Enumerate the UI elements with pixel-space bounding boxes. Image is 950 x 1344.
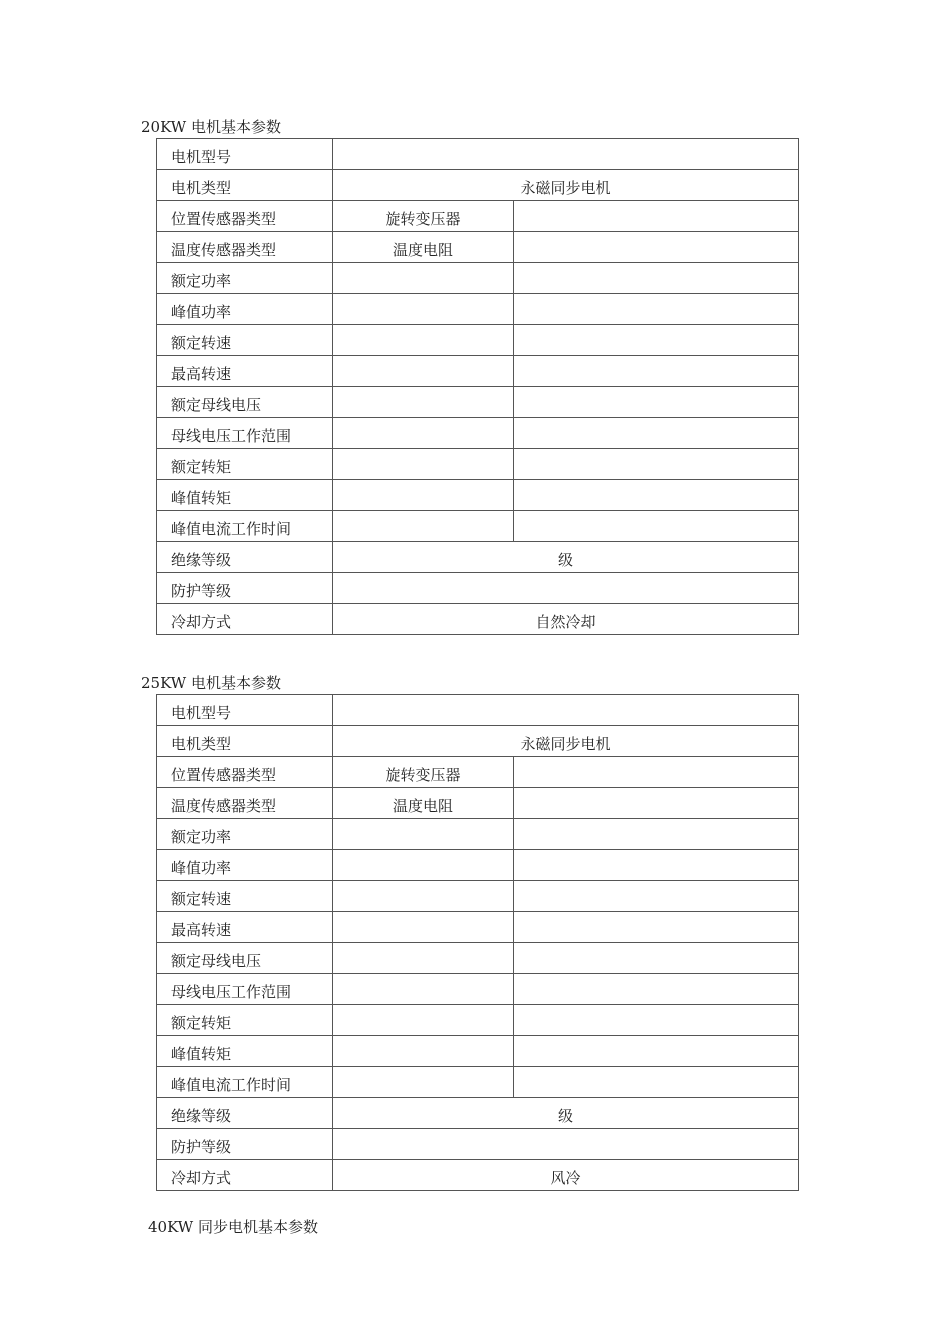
row-label: 母线电压工作范围	[157, 418, 333, 449]
row-label: 温度传感器类型	[157, 788, 333, 819]
row-label: 最高转速	[157, 356, 333, 387]
table-row	[157, 943, 799, 974]
row-value-2	[514, 263, 799, 294]
row-label: 峰值功率	[157, 850, 333, 881]
table-row	[157, 139, 799, 170]
row-value-2	[514, 1005, 799, 1036]
table-row	[157, 1160, 799, 1191]
table-row	[157, 1005, 799, 1036]
table-row	[157, 294, 799, 325]
table-row	[157, 263, 799, 294]
spec-table-20kw	[156, 138, 799, 635]
row-label: 冷却方式	[157, 1160, 333, 1191]
row-value-1	[333, 418, 514, 449]
row-value	[333, 139, 799, 170]
row-value-1	[333, 511, 514, 542]
section-title-25kw: 25KW 电机基本参数	[141, 674, 281, 692]
row-label: 额定转速	[157, 325, 333, 356]
section-title-40kw: 40KW 同步电机基本参数	[148, 1218, 318, 1236]
row-label: 峰值电流工作时间	[157, 1067, 333, 1098]
table-row	[157, 726, 799, 757]
row-value: 永磁同步电机	[333, 726, 799, 757]
row-value-2	[514, 480, 799, 511]
row-value-1	[333, 943, 514, 974]
row-label: 冷却方式	[157, 604, 333, 635]
row-label: 额定转速	[157, 881, 333, 912]
table-row	[157, 819, 799, 850]
row-value-1: 温度电阻	[333, 232, 514, 263]
table-row	[157, 356, 799, 387]
row-value-2	[514, 201, 799, 232]
row-label: 电机型号	[157, 139, 333, 170]
table-row	[157, 387, 799, 418]
row-label: 峰值转矩	[157, 480, 333, 511]
table-row	[157, 912, 799, 943]
row-value: 级	[333, 1098, 799, 1129]
table-row	[157, 325, 799, 356]
row-label: 最高转速	[157, 912, 333, 943]
row-value-1	[333, 819, 514, 850]
row-label: 峰值转矩	[157, 1036, 333, 1067]
row-value-2	[514, 232, 799, 263]
table-row	[157, 480, 799, 511]
spec-table-25kw	[156, 694, 799, 1191]
row-value-1	[333, 1036, 514, 1067]
row-value-2	[514, 757, 799, 788]
row-value-2	[514, 819, 799, 850]
row-value-1	[333, 912, 514, 943]
table-row	[157, 232, 799, 263]
table-row	[157, 1098, 799, 1129]
row-value-1	[333, 1005, 514, 1036]
row-label: 绝缘等级	[157, 1098, 333, 1129]
row-value-1	[333, 480, 514, 511]
row-value: 自然冷却	[333, 604, 799, 635]
row-label: 额定功率	[157, 263, 333, 294]
row-value-1	[333, 294, 514, 325]
row-value-2	[514, 511, 799, 542]
table-row	[157, 1067, 799, 1098]
table-row	[157, 1036, 799, 1067]
table-row	[157, 757, 799, 788]
table-row	[157, 695, 799, 726]
table-row	[157, 850, 799, 881]
table-row	[157, 449, 799, 480]
row-value-2	[514, 788, 799, 819]
row-value-1	[333, 881, 514, 912]
row-label: 温度传感器类型	[157, 232, 333, 263]
row-value-1	[333, 850, 514, 881]
table-row	[157, 511, 799, 542]
row-value-1: 旋转变压器	[333, 201, 514, 232]
row-value-2	[514, 294, 799, 325]
row-value-2	[514, 850, 799, 881]
row-label: 峰值功率	[157, 294, 333, 325]
row-value-2	[514, 1067, 799, 1098]
row-value: 永磁同步电机	[333, 170, 799, 201]
row-label: 额定转矩	[157, 1005, 333, 1036]
row-label: 额定母线电压	[157, 387, 333, 418]
row-label: 峰值电流工作时间	[157, 511, 333, 542]
row-value-2	[514, 387, 799, 418]
row-label: 电机类型	[157, 170, 333, 201]
table-row	[157, 418, 799, 449]
row-label: 防护等级	[157, 573, 333, 604]
row-value	[333, 695, 799, 726]
row-label: 防护等级	[157, 1129, 333, 1160]
row-value-1: 旋转变压器	[333, 757, 514, 788]
table-row	[157, 542, 799, 573]
row-label: 电机类型	[157, 726, 333, 757]
row-value-1	[333, 449, 514, 480]
row-value-2	[514, 881, 799, 912]
row-value-2	[514, 325, 799, 356]
row-label: 额定功率	[157, 819, 333, 850]
row-value-2	[514, 943, 799, 974]
row-value-2	[514, 974, 799, 1005]
row-value-1: 温度电阻	[333, 788, 514, 819]
table-row	[157, 170, 799, 201]
row-value	[333, 573, 799, 604]
table-row	[157, 604, 799, 635]
section-title-20kw: 20KW 电机基本参数	[141, 118, 281, 136]
table-row	[157, 1129, 799, 1160]
row-label: 额定转矩	[157, 449, 333, 480]
row-value-2	[514, 912, 799, 943]
table-row	[157, 201, 799, 232]
table-row	[157, 881, 799, 912]
row-label: 母线电压工作范围	[157, 974, 333, 1005]
row-value-1	[333, 356, 514, 387]
row-value-1	[333, 974, 514, 1005]
row-label: 电机型号	[157, 695, 333, 726]
row-value: 风冷	[333, 1160, 799, 1191]
row-value: 级	[333, 542, 799, 573]
row-value-2	[514, 356, 799, 387]
row-value-2	[514, 1036, 799, 1067]
row-label: 额定母线电压	[157, 943, 333, 974]
table-row	[157, 788, 799, 819]
row-value-1	[333, 387, 514, 418]
row-value-2	[514, 449, 799, 480]
row-value	[333, 1129, 799, 1160]
row-value-1	[333, 325, 514, 356]
row-label: 位置传感器类型	[157, 757, 333, 788]
row-value-1	[333, 263, 514, 294]
row-label: 位置传感器类型	[157, 201, 333, 232]
row-value-2	[514, 418, 799, 449]
table-row	[157, 573, 799, 604]
table-row	[157, 974, 799, 1005]
row-value-1	[333, 1067, 514, 1098]
row-label: 绝缘等级	[157, 542, 333, 573]
